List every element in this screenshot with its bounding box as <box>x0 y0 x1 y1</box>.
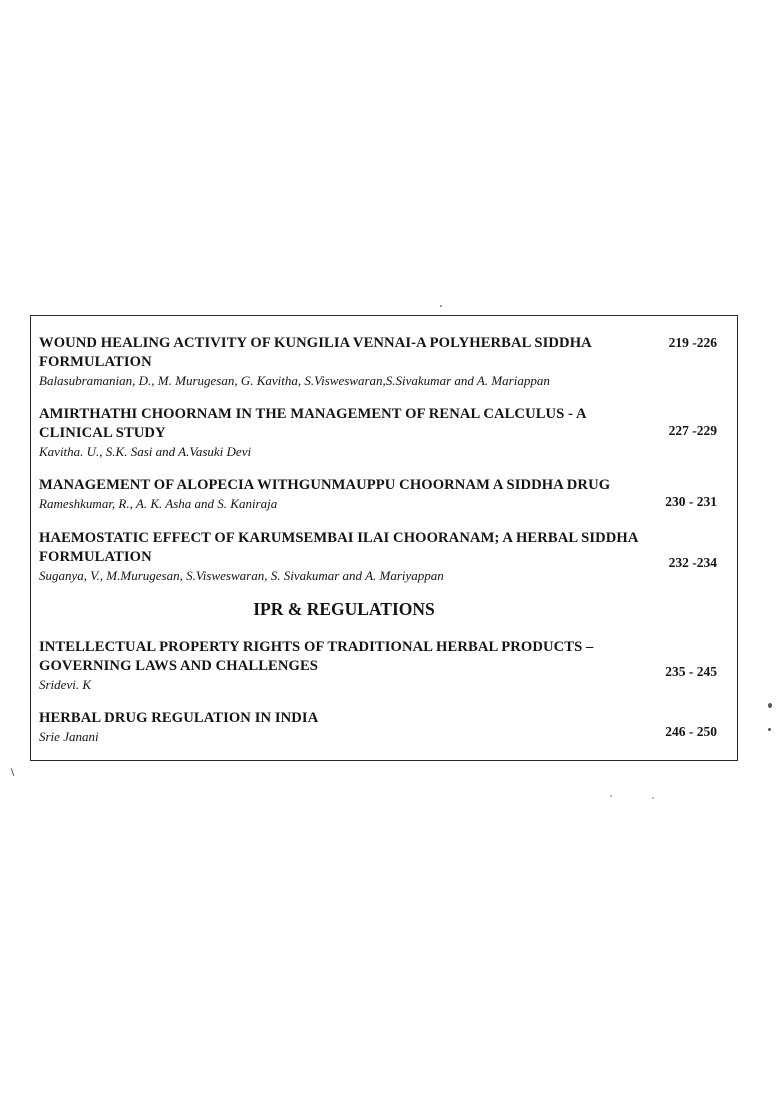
toc-entry <box>39 405 729 460</box>
article-authors: Suganya, V., M.Murugesan, S.Visweswaran, S. Sivakumar and A. Mariyappan <box>39 568 444 583</box>
page-range: 227 -229 <box>668 423 717 438</box>
article-authors: Srie Janani <box>39 729 99 744</box>
scan-speck <box>768 728 771 731</box>
section-heading: IPR & REGULATIONS <box>253 599 435 619</box>
page-range: 235 - 245 <box>665 664 717 679</box>
article-authors: Sridevi. K <box>39 677 91 692</box>
article-title: WOUND HEALING ACTIVITY OF KUNGILIA VENNAI-A POLYHERBAL SIDDHA FORMULATION <box>39 335 591 370</box>
toc-entry <box>39 334 729 389</box>
article-title: AMIRTHATHI CHOORNAM IN THE MANAGEMENT OF RENAL CALCULUS - A CLINICAL STUDY <box>39 406 586 441</box>
page-range: 230 - 231 <box>665 494 717 509</box>
article-title: INTELLECTUAL PROPERTY RIGHTS OF TRADITIONAL HERBAL PRODUCTS – GOVERNING LAWS AND CHALLENGES <box>39 639 594 674</box>
scan-speck <box>768 703 772 708</box>
scan-speck <box>440 305 442 307</box>
article-title: HAEMOSTATIC EFFECT OF KARUMSEMBAI ILAI CHOORANAM; A HERBAL SIDDHA FORMULATION <box>39 530 638 565</box>
scan-speck <box>11 768 15 776</box>
article-authors: Balasubramanian, D., M. Murugesan, G. Kavitha, S.Visweswaran,S.Sivakumar and A. Mariappan <box>39 373 550 388</box>
page-range: 219 -226 <box>668 335 717 350</box>
contents-box <box>30 315 738 761</box>
toc-entry <box>39 529 729 584</box>
scan-speck <box>652 797 654 799</box>
scan-speck <box>610 795 612 797</box>
article-title: HERBAL DRUG REGULATION IN INDIA <box>39 710 319 726</box>
page-range: 246 - 250 <box>665 724 717 739</box>
article-authors: Kavitha. U., S.K. Sasi and A.Vasuki Devi <box>39 444 252 459</box>
toc-entry <box>39 476 729 512</box>
toc-entry <box>39 709 729 745</box>
toc-entry <box>39 638 729 693</box>
article-title: MANAGEMENT OF ALOPECIA WITHGUNMAUPPU CHOORNAM A SIDDHA DRUG <box>39 477 611 493</box>
page-range: 232 -234 <box>668 555 717 570</box>
article-authors: Rameshkumar, R., A. K. Asha and S. Kaniraja <box>39 496 278 511</box>
